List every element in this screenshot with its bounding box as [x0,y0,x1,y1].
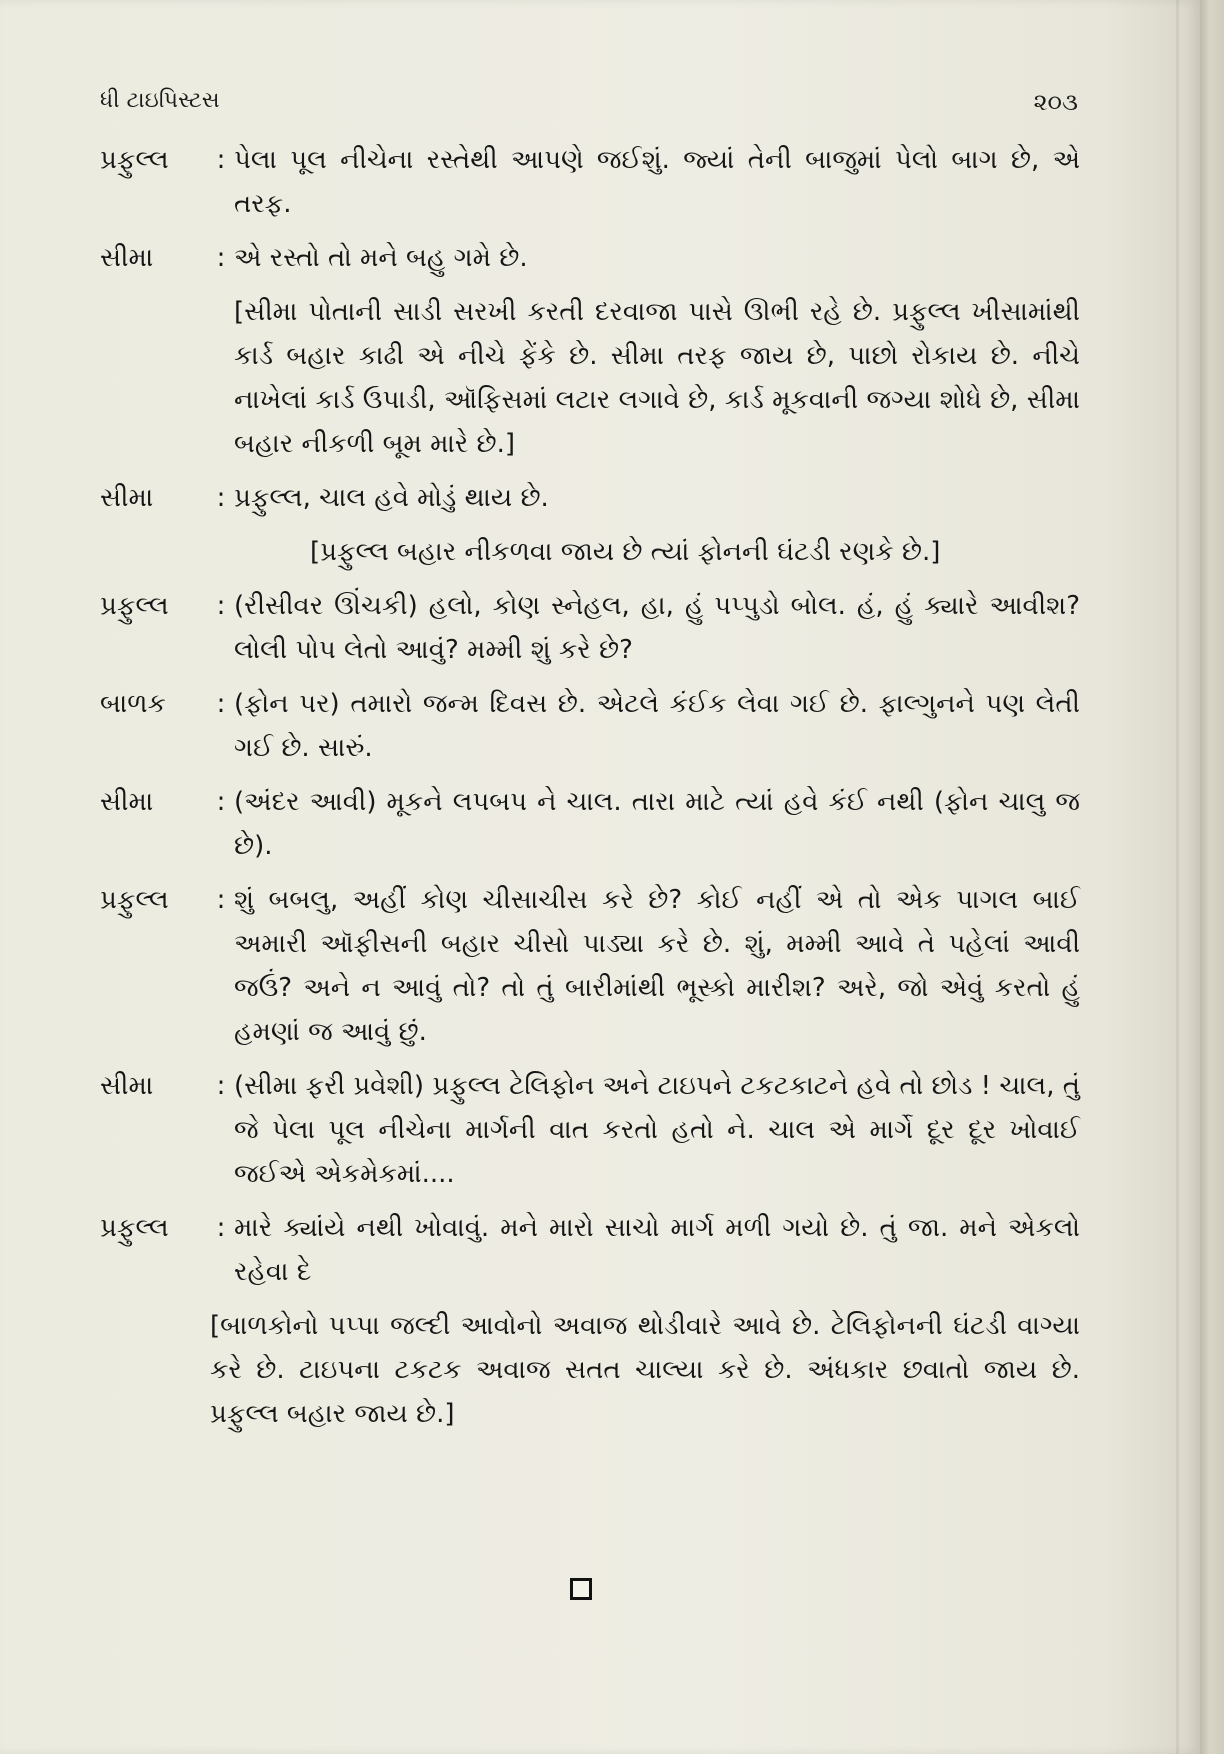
speaker-colon: : [216,885,226,915]
dialogue-text: મારે ક્યાંયે નથી ખોવાવું. મને મારો સાચો માર્ગ મળી ગયો છે. તું જા. મને એકલો રહેવા દે [234,1213,1080,1287]
dialogue-text: (રીસીવર ઊંચકી) હલો, કોણ સ્નેહલ, હા, હું પપ્પુડો બોલ. હં, હું ક્યારે આવીશ? લોલી પોપ લેતો આવું? મમ્મી શું કરે છે? [234,591,1080,665]
dialogue-line [100,1206,1080,1294]
speaker-name: પ્રફુલ્લ [100,885,169,915]
speaker-colon: : [216,243,226,273]
speaker-colon: : [216,145,226,175]
speaker-colon: : [216,1213,226,1243]
dialogue-line [100,780,1080,868]
page-header [100,88,1078,124]
dialogue-line [100,682,1080,770]
running-title: ધી ટાઇપિસ્ટસ [100,88,220,113]
next-page-edge [1200,0,1224,1754]
speaker-name: પ્રફુલ્લ [100,145,169,175]
dialogue-line [100,1064,1080,1196]
dialogue-text: (ફોન પર) તમારો જન્મ દિવસ છે. એટલે કંઈક લેવા ગઈ છે. ફાલ્ગુનને પણ લેતી ગઈ છે. સારું. [234,689,1080,763]
speaker-name: બાળક [100,689,166,719]
dialogue-text: (અંદર આવી) મૂકને લપબપ ને ચાલ. તારા માટે ત્યાં હવે કંઈ નથી (ફોન ચાલુ જ છે). [234,787,1080,861]
dialogue-line [100,236,1080,280]
speaker-name: પ્રફુલ્લ [100,1213,169,1243]
dialogue-line [100,584,1080,672]
page-number: ૨૦૩ [1033,88,1078,116]
speaker-colon: : [216,483,226,513]
dialogue-line [100,138,1080,226]
dialogue-text: પ્રફુલ્લ, ચાલ હવે મોડું થાય છે. [234,483,549,513]
speaker-name: સીમા [100,787,154,817]
speaker-colon: : [216,591,226,621]
speaker-name: પ્રફુલ્લ [100,591,169,621]
stage-direction: [બાળકોનો પપ્પા જલ્દી આવોનો અવાજ થોડીવારે આવે છે. ટેલિફોનની ઘંટડી વાગ્યા કરે છે. ટાઇપના ટકટક અવાજ સતત ચાલ્યા કરે છે. અંધકાર છવાતો જાય છે. પ્રફુલ્લ બહાર જાય છે.] [210,1311,1080,1429]
stage-direction: [પ્રફુલ્લ બહાર નીકળવા જાય છે ત્યાં ફોનની ઘંટડી રણકે છે.] [310,537,941,567]
page-crease [1176,0,1179,1754]
speaker-colon: : [216,689,226,719]
dialogue-line [100,476,1080,520]
stage-direction: [સીમા પોતાની સાડી સરખી કરતી દરવાજા પાસે ઊભી રહે છે. પ્રફુલ્લ ખીસામાંથી કાર્ડ બહાર કાઢી એ નીચે ફેંકે છે. સીમા તરફ જાય છે, પાછો રોકાય છે. નીચે નાખેલાં કાર્ડ ઉપાડી, ઑફિસમાં લટાર લગાવે છે, કાર્ડ મૂકવાની જગ્યા શોધે છે, સીમા બહાર નીકળી બૂમ મારે છે.] [234,297,1080,459]
dialogue-text: પેલા પૂલ નીચેના રસ્તેથી આપણે જઈશું. જ્યાં તેની બાજુમાં પેલો બાગ છે, એ તરફ. [234,145,1080,219]
speaker-colon: : [216,787,226,817]
speaker-name: સીમા [100,243,154,273]
speaker-colon: : [216,1071,226,1101]
speaker-name: સીમા [100,1071,154,1101]
dialogue-line [100,878,1080,1054]
speaker-name: સીમા [100,483,154,513]
dialogue-text: શું બબલુ, અહીં કોણ ચીસાચીસ કરે છે? કોઈ નહીં એ તો એક પાગલ બાઈ અમારી ઑફીસની બહાર ચીસો પાડ્યા કરે છે. શું, મમ્મી આવે તે પહેલાં આવી જઉં? અને ન આવું તો? તો તું બારીમાંથી ભૂસ્કો મારીશ? અરે, જો એવું કરતો હું હમણાં જ આવું છું. [234,885,1080,1047]
dialogue-text: એ રસ્તો તો મને બહુ ગમે છે. [234,243,528,273]
dialogue-text: (સીમા ફરી પ્રવેશી) પ્રફુલ્લ ટેલિફોન અને ટાઇપને ટકટકાટને હવે તો છોડ ! ચાલ, તું જે પેલા પૂલ નીચેના માર્ગની વાત કરતો હતો ને. ચાલ એ માર્ગે દૂર દૂર ખોવાઈ જઈએ એકમેકમાં.... [234,1071,1080,1189]
play-text [100,138,1080,1446]
end-of-act-square-icon [570,1578,592,1600]
